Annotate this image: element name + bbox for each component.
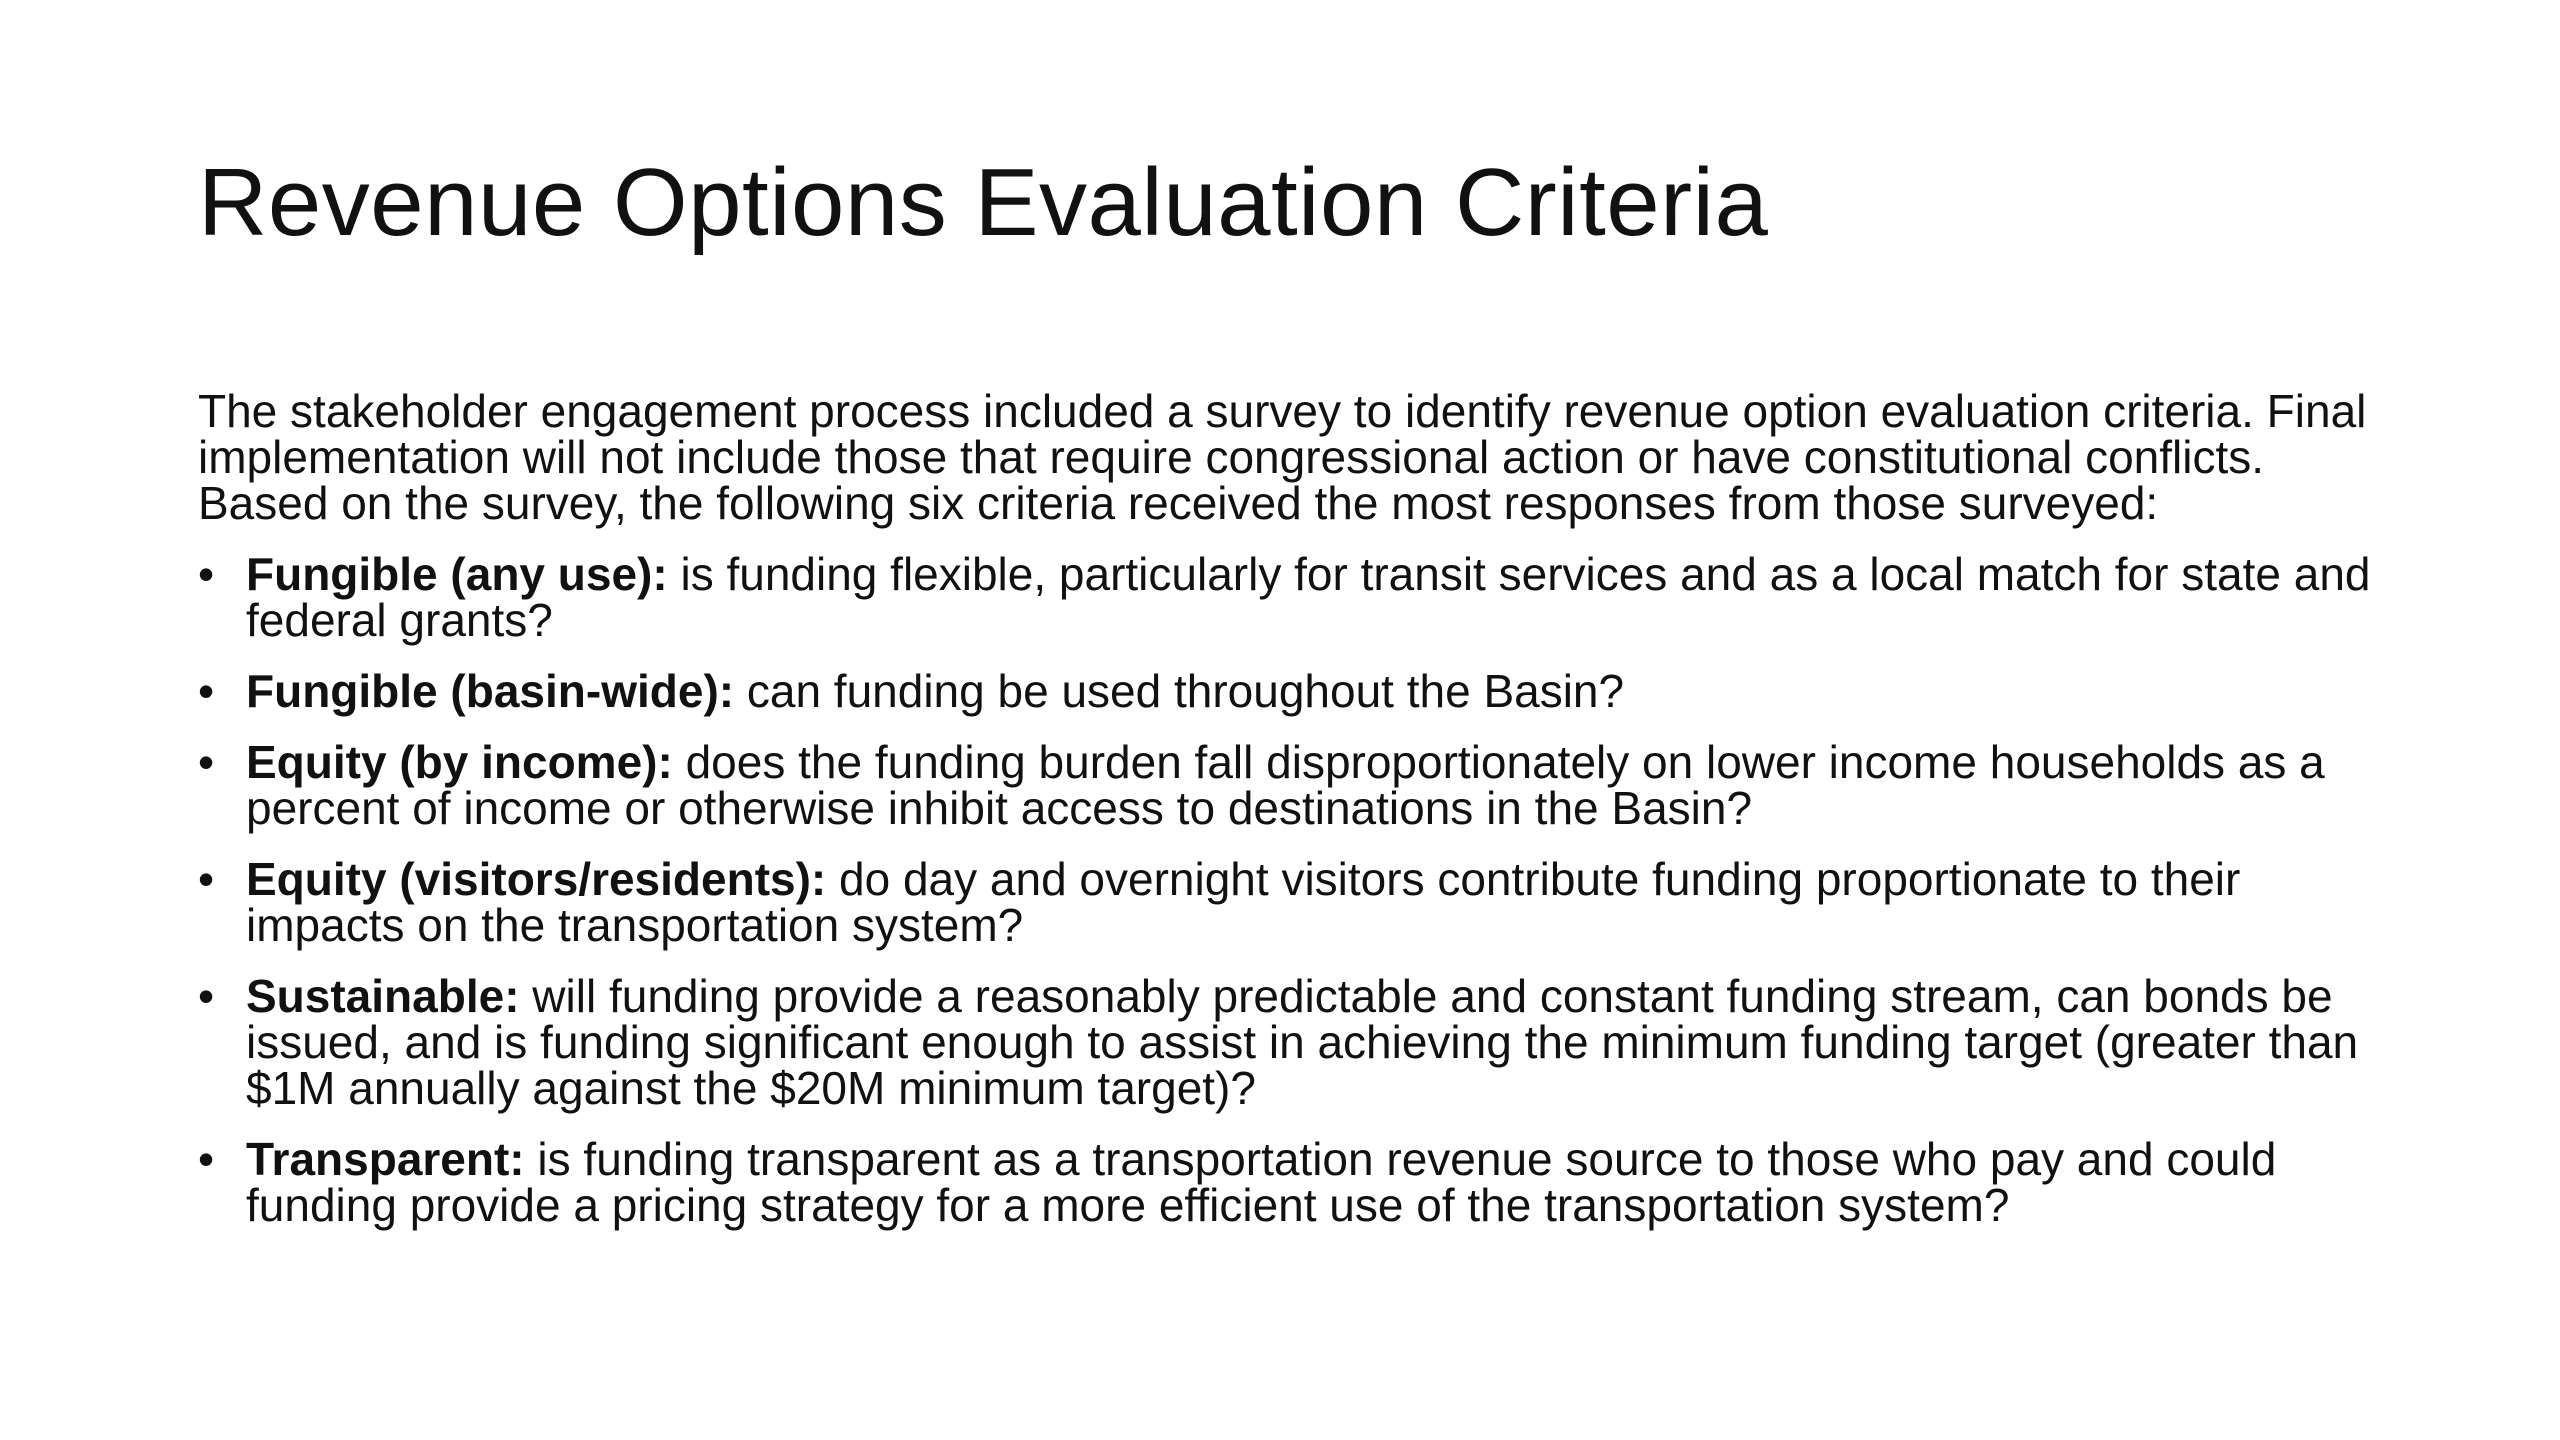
bullet-icon: • [198, 548, 215, 600]
bullet-icon: • [198, 1133, 215, 1185]
criteria-description: does the funding burden fall disproportionately on lower income households as a percent of income or otherwise inhibit access to destinations in the Basin? [246, 736, 2325, 834]
criteria-term: Transparent: [246, 1133, 525, 1185]
criteria-item-equity-visitors-residents [198, 853, 2398, 951]
slide-body [198, 385, 2398, 1253]
intro-paragraph: The stakeholder engagement process included a survey to identify revenue option evaluation criteria. Final implementation will not include those that require congressional action or have constitutional conflicts. Based on the survey, the following six criteria received the most responses from those surveyed: [198, 385, 2367, 529]
bullet-icon: • [198, 970, 215, 1022]
criteria-term: Equity (visitors/residents): [246, 853, 827, 905]
criteria-term: Fungible (any use): [246, 548, 668, 600]
criteria-item-fungible-any-use [198, 548, 2398, 646]
criteria-item-sustainable [198, 970, 2398, 1114]
slide-title: Revenue Options Evaluation Criteria [198, 149, 1769, 256]
criteria-item-transparent [198, 1133, 2398, 1231]
criteria-term: Equity (by income): [246, 736, 673, 788]
criteria-description: do day and overnight visitors contribute funding proportionate to their impacts on the transportation system? [246, 853, 2241, 951]
bullet-icon: • [198, 853, 215, 905]
criteria-item-fungible-basin-wide [198, 665, 2398, 717]
criteria-term: Fungible (basin-wide): [246, 665, 735, 717]
criteria-item-equity-by-income [198, 736, 2398, 834]
criteria-description: can funding be used throughout the Basin? [734, 665, 1625, 717]
criteria-description: is funding transparent as a transportation revenue source to those who pay and could funding provide a pricing strategy for a more efficient use of the transportation system? [246, 1133, 2277, 1231]
criteria-term: Sustainable: [246, 970, 520, 1022]
bullet-icon: • [198, 665, 215, 717]
criteria-description: will funding provide a reasonably predictable and constant funding stream, can bonds be issued, and is funding significant enough to assist in achieving the minimum funding target (greater than $1M annually against the $20M minimum target)? [246, 970, 2359, 1114]
criteria-description: is funding flexible, particularly for transit services and as a local match for state and federal grants? [246, 548, 2371, 646]
criteria-list [198, 548, 2398, 1231]
bullet-icon: • [198, 736, 215, 788]
